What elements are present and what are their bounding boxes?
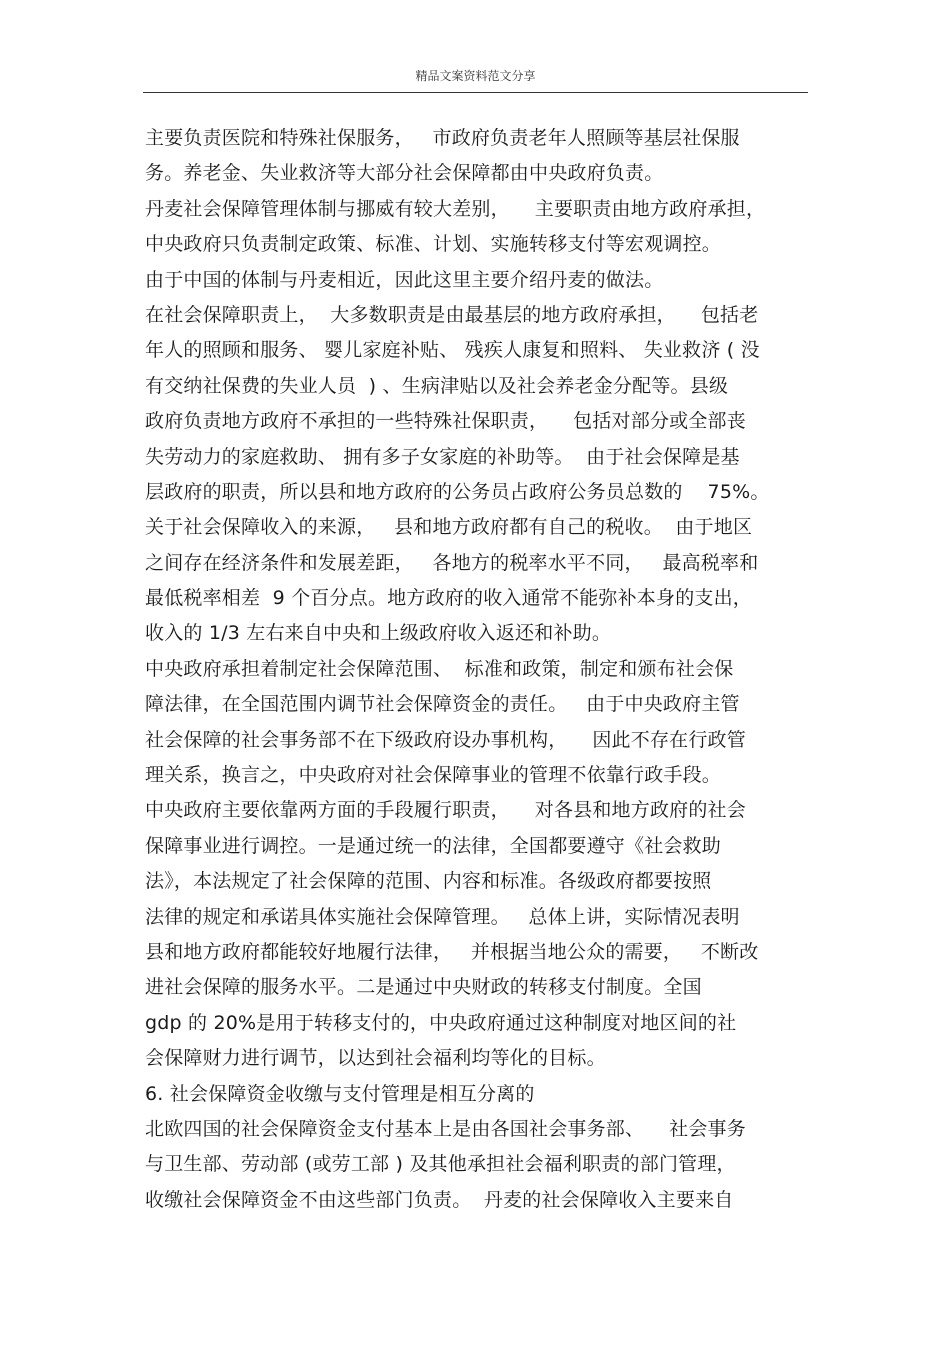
body-text: [145, 121, 810, 1218]
text-line: 县和地方政府都能较好地履行法律， 并根据当地公众的需要， 不断改: [145, 940, 759, 963]
text-line: 保障事业进行调控。一是通过统一的法律，全国都要遵守《社会救助: [145, 834, 722, 857]
text-line: 会保障财力进行调节，以达到社会福利均等化的目标。: [145, 1047, 606, 1070]
text-line: 与卫生部、劳动部 (或劳工部 ) 及其他承担社会福利职责的部门管理，: [145, 1153, 736, 1176]
text-line: 法律的规定和承诺具体实施社会保障管理。 总体上讲，实际情况表明: [145, 905, 740, 928]
text-line: 中央政府只负责制定政策、标准、计划、实施转移支付等宏观调控。: [145, 233, 722, 256]
text-line: 丹麦社会保障管理体制与挪威有较大差别， 主要职责由地方政府承担，: [145, 197, 766, 220]
text-line: 主要负责医院和特殊社保服务， 市政府负责老年人照顾等基层社保服: [145, 127, 740, 149]
text-line: 之间存在经济条件和发展差距， 各地方的税率水平不同， 最高税率和: [145, 551, 759, 574]
text-line: 在社会保障职责上， 大多数职责是由最基层的地方政府承担， 包括老: [145, 303, 759, 326]
text-line: 有交纳社保费的失业人员 ) 、生病津贴以及社会养老金分配等。县级: [145, 374, 729, 397]
page-header: [143, 64, 808, 93]
section-heading: 6. 社会保障资金收缴与支付管理是相互分离的: [145, 1082, 535, 1105]
text-line: 社会保障的社会事务部不在下级政府设办事机构， 因此不存在行政管: [145, 728, 746, 751]
text-line: 由于中国的体制与丹麦相近，因此这里主要介绍丹麦的做法。: [145, 268, 664, 291]
text-line: 理关系，换言之，中央政府对社会保障事业的管理不依靠行政手段。: [145, 764, 722, 787]
text-line: 障法律，在全国范围内调节社会保障资金的责任。 由于中央政府主管: [145, 693, 740, 716]
text-line: 层政府的职责，所以县和地方政府的公务员占政府公务员总数的 75%。: [145, 480, 770, 503]
text-line: 收入的 1/3 左右来自中央和上级政府收入返还和补助。: [145, 622, 612, 645]
text-line: 进社会保障的服务水平。二是通过中央财政的转移支付制度。全国: [145, 976, 702, 999]
text-line: 中央政府主要依靠两方面的手段履行职责， 对各县和地方政府的社会: [145, 799, 746, 822]
text-line: 最低税率相差 9 个百分点。地方政府的收入通常不能弥补本身的支出，: [145, 587, 753, 610]
text-line: 关于社会保障收入的来源， 县和地方政府都有自己的税收。 由于地区: [145, 516, 753, 539]
text-line: 中央政府承担着制定社会保障范围、 标准和政策，制定和颁布社会保: [145, 657, 734, 680]
text-line: gdp 的 20%是用于转移支付的，中央政府通过这种制度对地区间的社: [145, 1011, 737, 1034]
text-line: 年人的照顾和服务、 婴儿家庭补贴、 残疾人康复和照料、 失业救济 ( 没: [145, 339, 760, 362]
text-line: 法》，本法规定了社会保障的范围、内容和标准。各级政府都要按照: [145, 870, 712, 893]
text-line: 收缴社会保障资金不由这些部门负责。 丹麦的社会保障收入主要来自: [145, 1188, 734, 1211]
text-line: 政府负责地方政府不承担的一些特殊社保职责， 包括对部分或全部丧: [145, 410, 746, 433]
header-title: 精品文案资料范文分享: [415, 69, 536, 83]
text-line: 失劳动力的家庭救助、 拥有多子女家庭的补助等。 由于社会保障是基: [145, 445, 740, 468]
text-line: 务。养老金、失业救济等大部分社会保障都由中央政府负责。: [145, 162, 664, 185]
text-line: 北欧四国的社会保障资金支付基本上是由各国社会事务部、 社会事务: [145, 1117, 746, 1140]
